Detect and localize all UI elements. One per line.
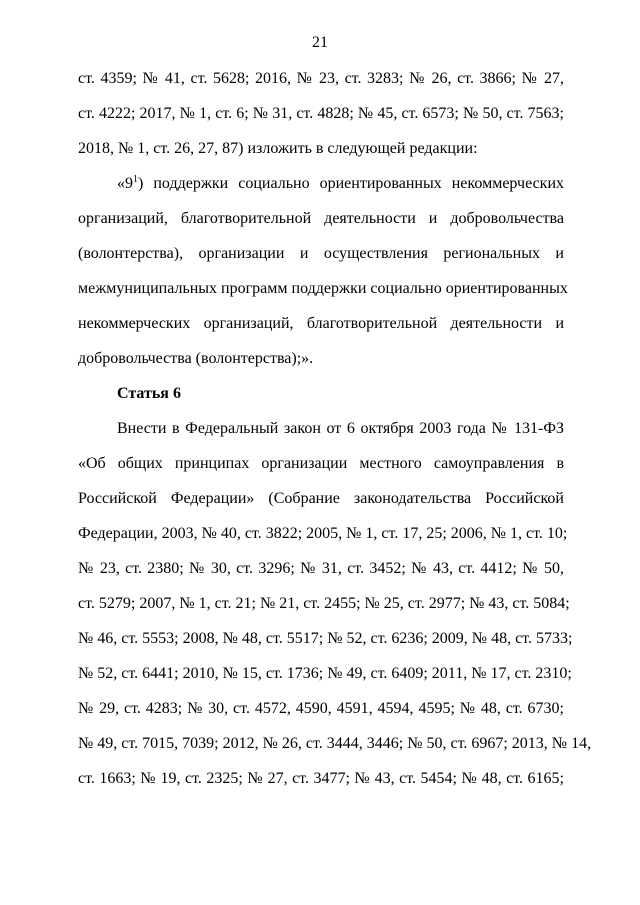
text-line: ст. 1663; № 19, ст. 2325; № 27, ст. 3477; № 43, ст. 5454; № 48, ст. 6165; xyxy=(78,770,564,787)
text-line: ст. 4359; № 41, ст. 5628; 2016, № 23, ст. 3283; № 26, ст. 3866; № 27, xyxy=(78,70,564,87)
text-line: (волонтерства), организации и осуществления региональных и xyxy=(78,245,564,262)
text-line: межмуниципальных программ поддержки социально ориентированных xyxy=(78,280,568,297)
text-line: № 46, ст. 5553; 2008, № 48, ст. 5517; № 52, ст. 6236; 2009, № 48, ст. 5733; xyxy=(78,630,573,647)
page-number: 21 xyxy=(312,34,328,51)
text-line: № 29, ст. 4283; № 30, ст. 4572, 4590, 4591, 4594, 4595; № 48, ст. 6730; xyxy=(78,700,564,717)
text-line: ст. 5279; 2007, № 1, ст. 21; № 21, ст. 2455; № 25, ст. 2977; № 43, ст. 5084; xyxy=(78,595,570,612)
text-line: ст. 4222; 2017, № 1, ст. 6; № 31, ст. 4828; № 45, ст. 6573; № 50, ст. 7563; xyxy=(78,105,564,122)
text-line: 2018, № 1, ст. 26, 27, 87) изложить в следующей редакции: xyxy=(78,140,478,157)
quote-open: «9 xyxy=(117,175,133,192)
text-line: Федерации, 2003, № 40, ст. 3822; 2005, № 1, ст. 17, 25; 2006, № 1, ст. 10; xyxy=(78,525,568,542)
text-line: № 49, ст. 7015, 7039; 2012, № 26, ст. 3444, 3446; № 50, ст. 6967; 2013, № 14, xyxy=(78,735,592,752)
article-heading: Статья 6 xyxy=(117,385,181,402)
text-line: «Об общих принципах организации местного самоуправления в xyxy=(78,455,564,472)
text-line: Российской Федерации» (Собрание законодательства Российской xyxy=(78,490,564,507)
superscript: 1 xyxy=(133,174,138,185)
text-line: № 23, ст. 2380; № 30, ст. 3296; № 31, ст. 3452; № 43, ст. 4412; № 50, xyxy=(78,560,564,577)
quote-first-line xyxy=(117,175,564,193)
text-line: Внести в Федеральный закон от 6 октября 2003 года № 131-ФЗ xyxy=(117,420,564,437)
quote-text: ) поддержки социально ориентированных некоммерческих xyxy=(138,175,564,192)
text-line: № 52, ст. 6441; 2010, № 15, ст. 1736; № 49, ст. 6409; 2011, № 17, ст. 2310; xyxy=(78,665,572,682)
text-line: добровольчества (волонтерства);». xyxy=(78,350,314,367)
text-line: некоммерческих организаций, благотворительной деятельности и xyxy=(78,315,564,332)
text-line: организаций, благотворительной деятельности и добровольчества xyxy=(78,210,564,227)
